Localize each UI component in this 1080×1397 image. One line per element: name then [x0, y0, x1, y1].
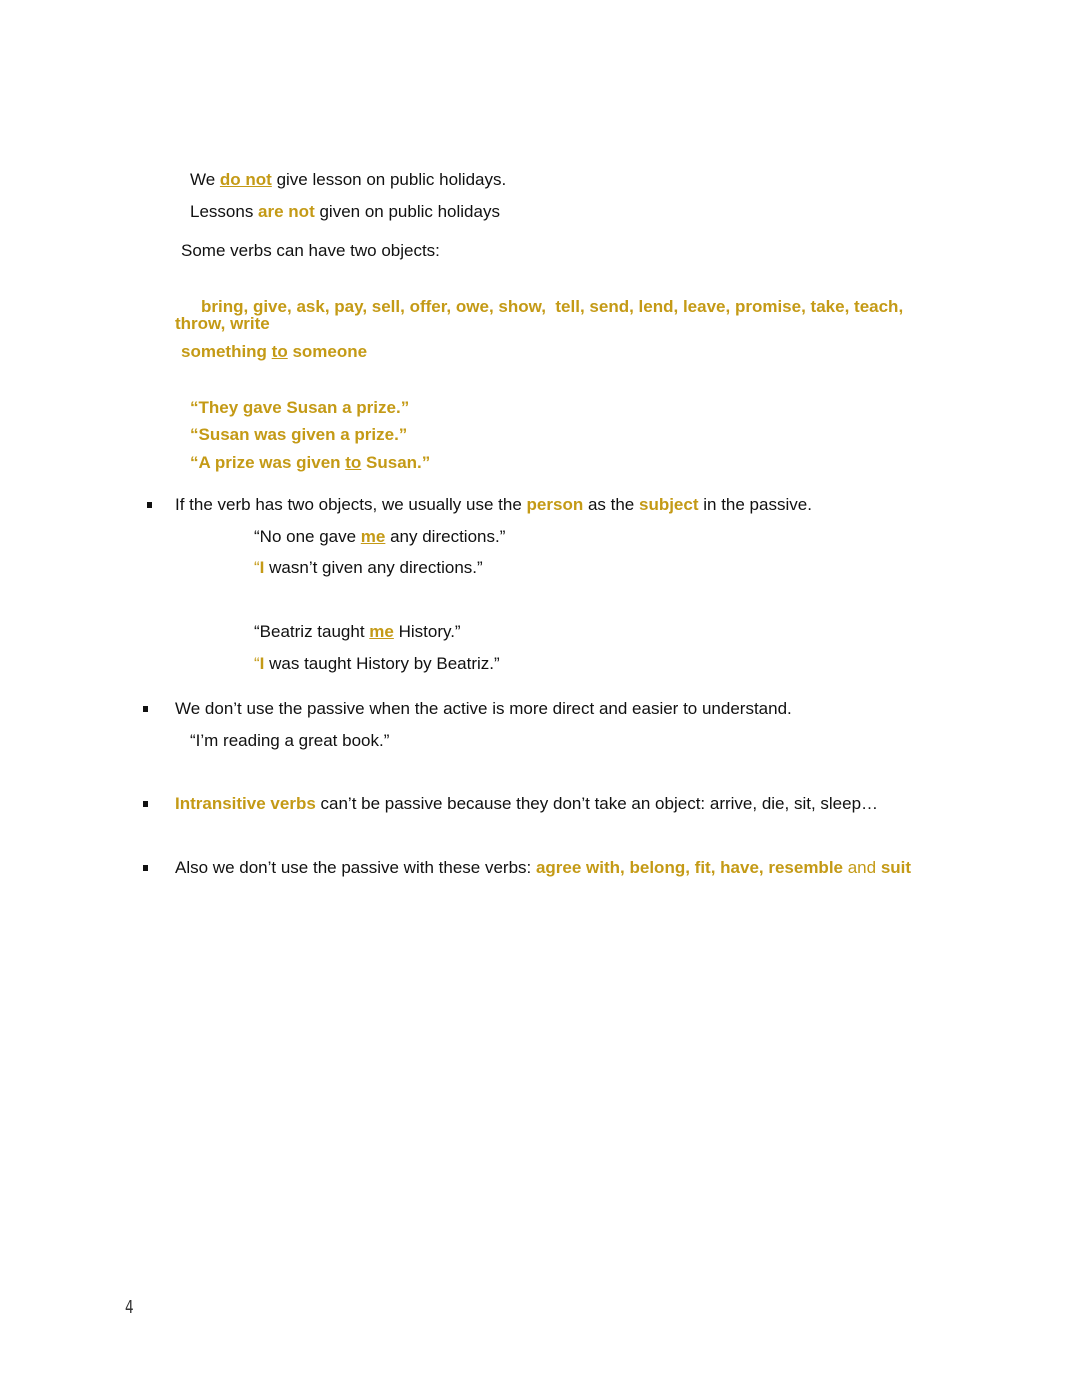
- verb: take: [810, 297, 845, 316]
- highlight-me: me: [369, 622, 394, 641]
- history-example-passive: [254, 654, 500, 674]
- bullet-icon: [147, 502, 152, 508]
- text: We: [190, 170, 220, 189]
- book-example: “I’m reading a great book.”: [190, 731, 390, 750]
- verb: promise: [734, 297, 802, 316]
- text: any directions.”: [385, 527, 506, 546]
- verb: lend: [638, 297, 674, 316]
- verb: bring: [201, 297, 244, 316]
- bullet-no-passive-verbs: [175, 858, 911, 878]
- text: can’t be passive because they don’t take an object: arrive, die, sit, sleep…: [315, 794, 879, 813]
- highlight-do-not: do not: [219, 170, 272, 189]
- verb: offer: [409, 297, 447, 316]
- highlight-person: person: [526, 495, 584, 514]
- directions-example-passive: [254, 558, 483, 578]
- text: someone: [287, 342, 368, 361]
- verb: show: [498, 297, 542, 316]
- text: History.”: [393, 622, 461, 641]
- verb-list-line1: bring, give, ask, pay, sell, offer, owe, show, tell, send, lend, leave, promise, take, teach,: [201, 297, 904, 316]
- highlight-me: me: [360, 527, 386, 546]
- text: If the verb has two objects, we usually use the: [175, 495, 527, 514]
- quote-mark: “: [254, 654, 260, 673]
- prize-example-3: [190, 453, 430, 473]
- verb: send: [589, 297, 630, 316]
- text: wasn’t given any directions.”: [264, 558, 483, 577]
- text: and: [843, 858, 881, 877]
- bullet-intransitive: [175, 794, 878, 814]
- bullet-two-objects: [175, 495, 812, 515]
- verb: teach: [854, 297, 899, 316]
- verb: give: [252, 297, 287, 316]
- highlight-are-not: are not: [258, 202, 315, 221]
- highlight-intransitive-verbs: Intransitive verbs: [175, 794, 316, 813]
- example-active: [190, 170, 506, 190]
- text: Lessons: [190, 202, 259, 221]
- underlined-to: to: [345, 453, 362, 472]
- pattern-line: [181, 342, 367, 362]
- verb: pay: [334, 297, 363, 316]
- prize-example-2: “Susan was given a prize.”: [190, 425, 408, 444]
- bullet-icon: [143, 865, 148, 871]
- verb: tell: [555, 297, 580, 316]
- text: “A prize was given: [190, 453, 346, 472]
- highlight-i: I: [259, 558, 265, 577]
- verb-list-line2: throw, write: [175, 314, 270, 333]
- example-passive: [190, 202, 500, 222]
- text: Also we don’t use the passive with these verbs:: [175, 858, 536, 877]
- underlined-to: to: [271, 342, 288, 361]
- bullet-icon: [143, 706, 148, 712]
- text: as the: [583, 495, 639, 514]
- prize-example-1: “They gave Susan a prize.”: [190, 398, 410, 417]
- two-objects-intro: Some verbs can have two objects:: [181, 241, 440, 260]
- text: something: [181, 342, 272, 361]
- text: given on public holidays: [314, 202, 500, 221]
- highlight-verb-list: agree with, belong, fit, have, resemble: [535, 858, 843, 877]
- history-example-active: [254, 622, 461, 642]
- text: “No one gave: [254, 527, 361, 546]
- directions-example-active: [254, 527, 505, 547]
- verb: leave: [682, 297, 726, 316]
- page-number: 4: [125, 1297, 134, 1318]
- bullet-icon: [143, 801, 148, 807]
- verb: ask: [296, 297, 325, 316]
- highlight-suit: suit: [880, 858, 912, 877]
- quote-mark: “: [254, 558, 260, 577]
- text: give lesson on public holidays.: [271, 170, 507, 189]
- text: in the passive.: [698, 495, 812, 514]
- highlight-i: I: [259, 654, 265, 673]
- highlight-subject: subject: [638, 495, 699, 514]
- bullet-active-direct: We don’t use the passive when the active is more direct and easier to understand.: [175, 699, 792, 718]
- text: was taught History by Beatriz.”: [264, 654, 500, 673]
- verb: sell: [371, 297, 401, 316]
- text: Susan.”: [361, 453, 431, 472]
- text: “Beatriz taught: [254, 622, 370, 641]
- verb: owe: [455, 297, 489, 316]
